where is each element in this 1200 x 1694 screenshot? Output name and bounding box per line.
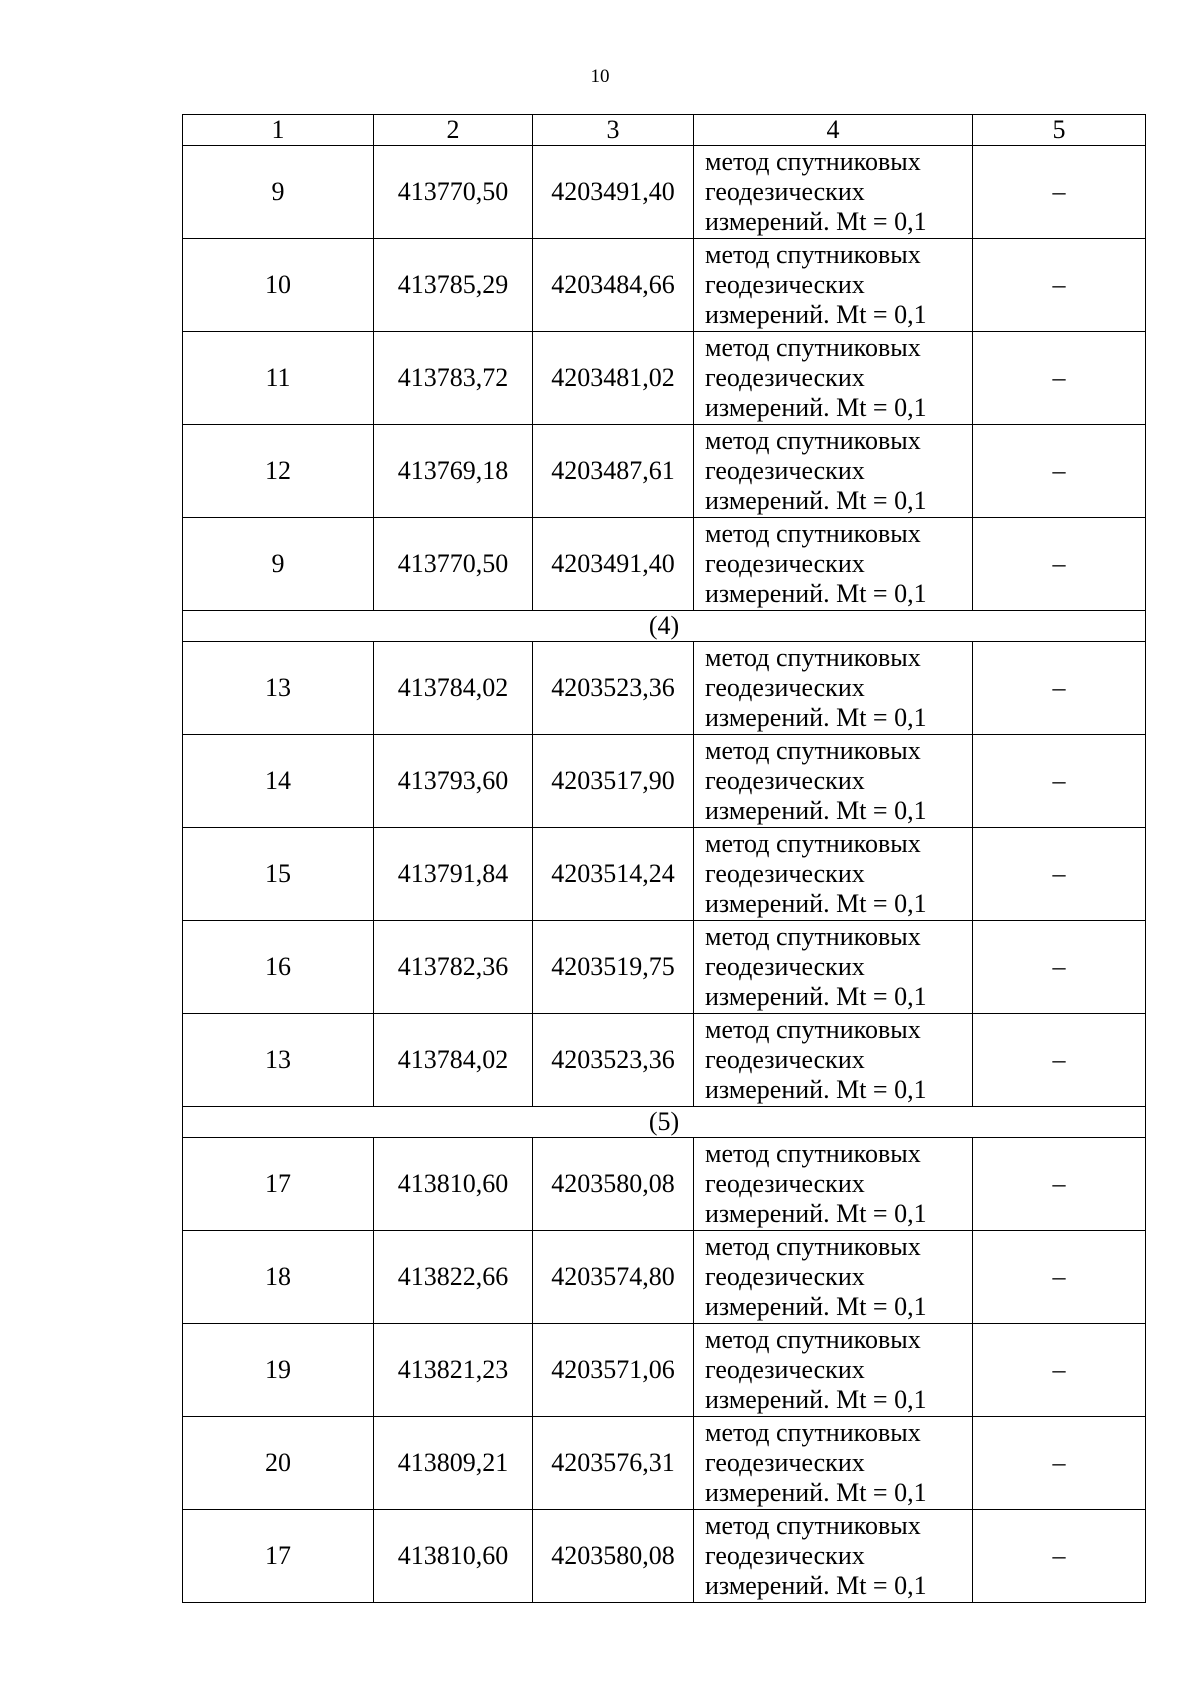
table-row — [183, 239, 1146, 332]
point-number-cell: 19 — [183, 1324, 374, 1417]
method-line: измерений. Mt = 0,1 — [705, 486, 927, 515]
table-row — [183, 146, 1146, 239]
method-line: метод спутниковых — [705, 643, 921, 672]
point-number-cell: 9 — [183, 146, 374, 239]
point-number-cell: 11 — [183, 332, 374, 425]
method-line: измерений. Mt = 0,1 — [705, 207, 927, 236]
method-line: измерений. Mt = 0,1 — [705, 393, 927, 422]
x-coordinate-cell: 413784,02 — [374, 642, 533, 735]
x-coordinate-cell: 413810,60 — [374, 1510, 533, 1603]
note-cell: – — [973, 1417, 1146, 1510]
method-line: геодезических — [705, 1262, 865, 1291]
method-cell — [694, 828, 973, 921]
method-cell — [694, 1014, 973, 1107]
method-line: геодезических — [705, 177, 865, 206]
method-line: измерений. Mt = 0,1 — [705, 889, 927, 918]
method-line: метод спутниковых — [705, 1325, 921, 1354]
method-line: геодезических — [705, 549, 865, 578]
table-row — [183, 921, 1146, 1014]
y-coordinate-cell: 4203491,40 — [533, 518, 694, 611]
point-number-cell: 17 — [183, 1138, 374, 1231]
method-line: геодезических — [705, 270, 865, 299]
method-line: метод спутниковых — [705, 147, 921, 176]
table-body — [183, 115, 1146, 1603]
method-line: геодезических — [705, 456, 865, 485]
table-row — [183, 828, 1146, 921]
y-coordinate-cell: 4203523,36 — [533, 642, 694, 735]
y-coordinate-cell: 4203514,24 — [533, 828, 694, 921]
method-line: метод спутниковых — [705, 240, 921, 269]
x-coordinate-cell: 413791,84 — [374, 828, 533, 921]
method-cell — [694, 1231, 973, 1324]
x-coordinate-cell: 413821,23 — [374, 1324, 533, 1417]
note-cell: – — [973, 735, 1146, 828]
method-line: измерений. Mt = 0,1 — [705, 579, 927, 608]
column-header: 2 — [374, 115, 533, 146]
y-coordinate-cell: 4203491,40 — [533, 146, 694, 239]
note-cell: – — [973, 1510, 1146, 1603]
method-cell — [694, 518, 973, 611]
note-cell: – — [973, 239, 1146, 332]
note-cell: – — [973, 921, 1146, 1014]
table-row — [183, 1417, 1146, 1510]
method-line: геодезических — [705, 1045, 865, 1074]
x-coordinate-cell: 413769,18 — [374, 425, 533, 518]
section-label: (4) — [183, 611, 1146, 642]
note-cell: – — [973, 642, 1146, 735]
point-number-cell: 12 — [183, 425, 374, 518]
x-coordinate-cell: 413810,60 — [374, 1138, 533, 1231]
point-number-cell: 14 — [183, 735, 374, 828]
method-cell — [694, 1138, 973, 1231]
method-line: измерений. Mt = 0,1 — [705, 1292, 927, 1321]
method-line: геодезических — [705, 1355, 865, 1384]
method-cell — [694, 332, 973, 425]
page-number: 10 — [590, 66, 610, 87]
y-coordinate-cell: 4203571,06 — [533, 1324, 694, 1417]
y-coordinate-cell: 4203481,02 — [533, 332, 694, 425]
point-number-cell: 15 — [183, 828, 374, 921]
table-row — [183, 1324, 1146, 1417]
table-row — [183, 1231, 1146, 1324]
method-cell — [694, 921, 973, 1014]
x-coordinate-cell: 413785,29 — [374, 239, 533, 332]
column-header: 1 — [183, 115, 374, 146]
section-label: (5) — [183, 1107, 1146, 1138]
method-cell — [694, 1324, 973, 1417]
method-line: метод спутниковых — [705, 1511, 921, 1540]
x-coordinate-cell: 413783,72 — [374, 332, 533, 425]
method-line: измерений. Mt = 0,1 — [705, 703, 927, 732]
note-cell: – — [973, 1324, 1146, 1417]
note-cell: – — [973, 1231, 1146, 1324]
method-line: геодезических — [705, 952, 865, 981]
table-row — [183, 332, 1146, 425]
method-line: геодезических — [705, 1169, 865, 1198]
y-coordinate-cell: 4203580,08 — [533, 1510, 694, 1603]
y-coordinate-cell: 4203574,80 — [533, 1231, 694, 1324]
method-cell — [694, 239, 973, 332]
y-coordinate-cell: 4203517,90 — [533, 735, 694, 828]
method-line: измерений. Mt = 0,1 — [705, 300, 927, 329]
method-line: измерений. Mt = 0,1 — [705, 1571, 927, 1600]
table-row — [183, 1510, 1146, 1603]
note-cell: – — [973, 332, 1146, 425]
method-line: метод спутниковых — [705, 1232, 921, 1261]
method-cell — [694, 642, 973, 735]
method-line: метод спутниковых — [705, 829, 921, 858]
section-row — [183, 611, 1146, 642]
table-row — [183, 1138, 1146, 1231]
method-line: измерений. Mt = 0,1 — [705, 1385, 927, 1414]
method-line: измерений. Mt = 0,1 — [705, 1199, 927, 1228]
y-coordinate-cell: 4203484,66 — [533, 239, 694, 332]
column-header: 5 — [973, 115, 1146, 146]
point-number-cell: 13 — [183, 1014, 374, 1107]
y-coordinate-cell: 4203523,36 — [533, 1014, 694, 1107]
note-cell: – — [973, 1138, 1146, 1231]
method-line: геодезических — [705, 1541, 865, 1570]
method-cell — [694, 735, 973, 828]
method-cell — [694, 425, 973, 518]
method-line: метод спутниковых — [705, 333, 921, 362]
note-cell: – — [973, 425, 1146, 518]
method-line: геодезических — [705, 363, 865, 392]
method-line: геодезических — [705, 1448, 865, 1477]
point-number-cell: 16 — [183, 921, 374, 1014]
x-coordinate-cell: 413809,21 — [374, 1417, 533, 1510]
x-coordinate-cell: 413793,60 — [374, 735, 533, 828]
point-number-cell: 18 — [183, 1231, 374, 1324]
method-line: метод спутниковых — [705, 1418, 921, 1447]
x-coordinate-cell: 413782,36 — [374, 921, 533, 1014]
note-cell: – — [973, 828, 1146, 921]
x-coordinate-cell: 413770,50 — [374, 146, 533, 239]
method-line: геодезических — [705, 859, 865, 888]
method-line: метод спутниковых — [705, 1015, 921, 1044]
method-line: измерений. Mt = 0,1 — [705, 1075, 927, 1104]
method-line: геодезических — [705, 766, 865, 795]
point-number-cell: 20 — [183, 1417, 374, 1510]
method-line: метод спутниковых — [705, 519, 921, 548]
header-row — [183, 115, 1146, 146]
note-cell: – — [973, 146, 1146, 239]
y-coordinate-cell: 4203487,61 — [533, 425, 694, 518]
note-cell: – — [973, 1014, 1146, 1107]
table-row — [183, 425, 1146, 518]
table-row — [183, 1014, 1146, 1107]
table-row — [183, 518, 1146, 611]
method-line: геодезических — [705, 673, 865, 702]
method-cell — [694, 1417, 973, 1510]
method-line: метод спутниковых — [705, 426, 921, 455]
point-number-cell: 13 — [183, 642, 374, 735]
column-header: 3 — [533, 115, 694, 146]
method-cell — [694, 146, 973, 239]
x-coordinate-cell: 413822,66 — [374, 1231, 533, 1324]
column-header: 4 — [694, 115, 973, 146]
method-line: метод спутниковых — [705, 1139, 921, 1168]
method-line: измерений. Mt = 0,1 — [705, 1478, 927, 1507]
point-number-cell: 10 — [183, 239, 374, 332]
point-number-cell: 9 — [183, 518, 374, 611]
section-row — [183, 1107, 1146, 1138]
method-line: измерений. Mt = 0,1 — [705, 796, 927, 825]
coordinates-table — [182, 114, 1146, 1603]
table-row — [183, 642, 1146, 735]
method-line: метод спутниковых — [705, 736, 921, 765]
table-row — [183, 735, 1146, 828]
x-coordinate-cell: 413770,50 — [374, 518, 533, 611]
method-line: метод спутниковых — [705, 922, 921, 951]
note-cell: – — [973, 518, 1146, 611]
y-coordinate-cell: 4203580,08 — [533, 1138, 694, 1231]
y-coordinate-cell: 4203519,75 — [533, 921, 694, 1014]
point-number-cell: 17 — [183, 1510, 374, 1603]
x-coordinate-cell: 413784,02 — [374, 1014, 533, 1107]
y-coordinate-cell: 4203576,31 — [533, 1417, 694, 1510]
method-line: измерений. Mt = 0,1 — [705, 982, 927, 1011]
method-cell — [694, 1510, 973, 1603]
